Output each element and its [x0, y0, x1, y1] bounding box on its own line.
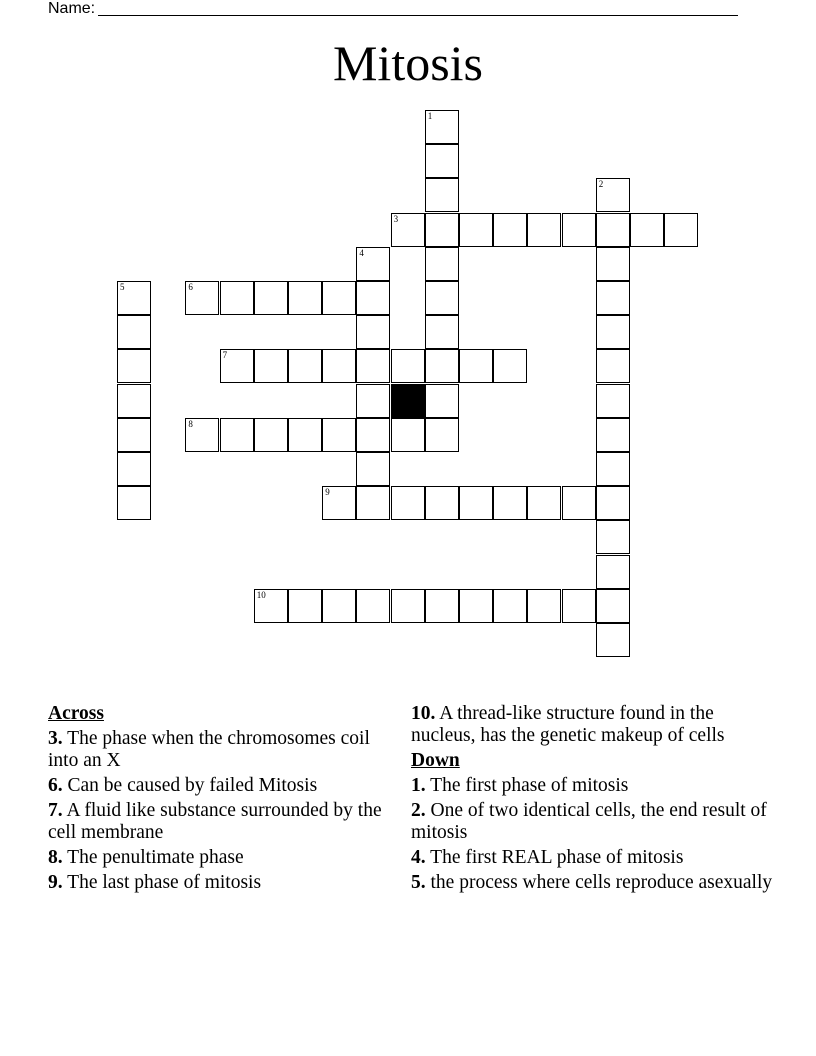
crossword-cell[interactable] — [322, 281, 356, 315]
clue-text: The phase when the chromosomes coil into an X — [48, 728, 370, 771]
crossword-cell[interactable] — [459, 589, 493, 623]
clue-down-2 — [411, 800, 781, 844]
crossword-cell[interactable] — [425, 589, 459, 623]
crossword-cell[interactable] — [527, 213, 561, 247]
crossword-cell[interactable] — [425, 418, 459, 452]
crossword-cell[interactable] — [322, 349, 356, 383]
clue-across-6 — [48, 775, 388, 797]
clue-text: the process where cells reproduce asexually — [430, 872, 773, 893]
crossword-cell[interactable] — [596, 486, 630, 520]
clue-number: 6. — [48, 775, 63, 796]
clue-across-9 — [48, 872, 388, 894]
cell-number: 2 — [598, 179, 604, 190]
crossword-cell[interactable] — [425, 110, 459, 144]
crossword-cell[interactable] — [254, 418, 288, 452]
crossword-cell[interactable] — [425, 213, 459, 247]
crossword-cell[interactable] — [459, 213, 493, 247]
crossword-cell[interactable] — [562, 486, 596, 520]
crossword-cell[interactable] — [220, 281, 254, 315]
crossword-cell[interactable] — [596, 623, 630, 657]
crossword-cell[interactable] — [493, 349, 527, 383]
clue-text: A fluid like substance surrounded by the cell membrane — [48, 800, 382, 843]
page-title: Mitosis — [332, 35, 484, 91]
crossword-cell[interactable] — [117, 384, 151, 418]
crossword-cell[interactable] — [356, 418, 390, 452]
name-field[interactable] — [48, 0, 738, 18]
crossword-cell[interactable] — [391, 213, 425, 247]
crossword-cell[interactable] — [664, 213, 698, 247]
cell-number: 1 — [427, 111, 433, 121]
clue-number: 4. — [411, 847, 426, 868]
clue-across-10 — [411, 703, 781, 747]
crossword-cell[interactable] — [356, 349, 390, 383]
crossword-cell[interactable] — [117, 315, 151, 349]
crossword-cell[interactable] — [562, 589, 596, 623]
clue-text: The first phase of mitosis — [430, 775, 629, 796]
clue-text: The first REAL phase of mitosis — [430, 847, 684, 868]
crossword-cell[interactable] — [220, 349, 254, 383]
cell-number: 3 — [393, 213, 399, 224]
crossword-cell[interactable] — [596, 452, 630, 486]
crossword-cell[interactable] — [425, 281, 459, 315]
crossword-cell[interactable] — [356, 247, 390, 281]
crossword-cell[interactable] — [527, 486, 561, 520]
crossword-cell[interactable] — [596, 281, 630, 315]
crossword-cell[interactable] — [562, 213, 596, 247]
clue-number: 8. — [48, 847, 63, 868]
crossword-cell[interactable] — [391, 418, 425, 452]
crossword-cell[interactable] — [493, 213, 527, 247]
cell-number: 8 — [188, 418, 193, 429]
crossword-cell[interactable] — [425, 384, 459, 418]
crossword-cell[interactable] — [288, 589, 322, 623]
clue-text: One of two identical cells, the end result of mitosis — [411, 800, 767, 843]
clue-text: The last phase of mitosis — [67, 872, 262, 893]
crossword-cell[interactable] — [185, 281, 219, 315]
crossword-cell[interactable] — [596, 555, 630, 589]
crossword-cell[interactable] — [391, 349, 425, 383]
cell-number: 9 — [325, 487, 330, 498]
crossword-cell[interactable] — [391, 589, 425, 623]
crossword-cell[interactable] — [254, 589, 288, 623]
crossword-cell[interactable] — [117, 281, 151, 315]
crossword-cell[interactable] — [322, 589, 356, 623]
crossword-cell[interactable] — [596, 349, 630, 383]
crossword-cell[interactable] — [288, 418, 322, 452]
crossword-cell[interactable] — [493, 589, 527, 623]
crossword-cell[interactable] — [425, 349, 459, 383]
crossword-cell[interactable] — [596, 247, 630, 281]
crossword-cell[interactable] — [596, 213, 630, 247]
crossword-cell[interactable] — [596, 315, 630, 349]
crossword-cell[interactable] — [425, 178, 459, 212]
clue-number: 3. — [48, 728, 63, 749]
clue-number: 9. — [48, 872, 63, 893]
name-label: Name: — [48, 0, 96, 17]
clue-across-8 — [48, 847, 388, 869]
cell-number: 10 — [256, 589, 266, 600]
crossword-cell[interactable] — [425, 247, 459, 281]
crossword-cell[interactable] — [356, 281, 390, 315]
crossword-cell[interactable] — [117, 486, 151, 520]
crossword-cell[interactable] — [254, 281, 288, 315]
crossword-cell[interactable] — [493, 486, 527, 520]
crossword-cell[interactable] — [356, 589, 390, 623]
crossword-cell[interactable] — [527, 589, 561, 623]
across-heading: Across — [48, 703, 104, 724]
crossword-cell[interactable] — [322, 418, 356, 452]
clue-text: A thread-like structure found in the nucleus, has the genetic makeup of cells — [411, 703, 725, 746]
clues-right-column — [411, 703, 781, 897]
crossword-cell[interactable] — [288, 349, 322, 383]
cell-number: 5 — [120, 282, 125, 292]
crossword-cell[interactable] — [391, 486, 425, 520]
crossword-cell[interactable] — [459, 349, 493, 383]
crossword-cell[interactable] — [220, 418, 254, 452]
crossword-cell[interactable] — [322, 486, 356, 520]
crossword-cell[interactable] — [356, 384, 390, 418]
clue-down-4 — [411, 847, 781, 869]
crossword-cell[interactable] — [596, 520, 630, 554]
crossword-cell[interactable] — [425, 144, 459, 178]
cell-number: 6 — [188, 282, 193, 292]
crossword-cell[interactable] — [356, 315, 390, 349]
name-underline[interactable] — [98, 0, 738, 16]
clue-number: 5. — [411, 872, 426, 893]
crossword-cell[interactable] — [185, 418, 219, 452]
crossword-cell[interactable] — [117, 452, 151, 486]
crossword-cell[interactable] — [356, 452, 390, 486]
clue-text: The penultimate phase — [67, 847, 244, 868]
crossword-cell[interactable] — [630, 213, 664, 247]
crossword-cell[interactable] — [596, 418, 630, 452]
clues-left-column — [48, 703, 388, 897]
clue-down-5 — [411, 872, 781, 894]
down-heading: Down — [411, 750, 460, 771]
crossword-cell[interactable] — [596, 589, 630, 623]
crossword-cell[interactable] — [117, 418, 151, 452]
clue-across-7 — [48, 800, 388, 844]
clue-number: 10. — [411, 703, 436, 724]
crossword-cell[interactable] — [288, 281, 322, 315]
crossword-cell[interactable] — [425, 486, 459, 520]
crossword-cell[interactable] — [596, 178, 630, 212]
clue-number: 1. — [411, 775, 426, 796]
crossword-cell[interactable] — [459, 486, 493, 520]
clue-number: 7. — [48, 800, 63, 821]
crossword-cell[interactable] — [596, 384, 630, 418]
clue-across-3 — [48, 728, 388, 772]
crossword-cell[interactable] — [356, 486, 390, 520]
cell-number: 4 — [359, 247, 364, 258]
clue-text: Can be caused by failed Mitosis — [67, 775, 318, 796]
crossword-black-cell — [391, 384, 425, 418]
clue-number: 2. — [411, 800, 426, 821]
crossword-cell[interactable] — [117, 349, 151, 383]
cell-number: 7 — [222, 350, 228, 361]
crossword-cell[interactable] — [254, 349, 288, 383]
crossword-cell[interactable] — [425, 315, 459, 349]
clue-down-1 — [411, 775, 781, 797]
